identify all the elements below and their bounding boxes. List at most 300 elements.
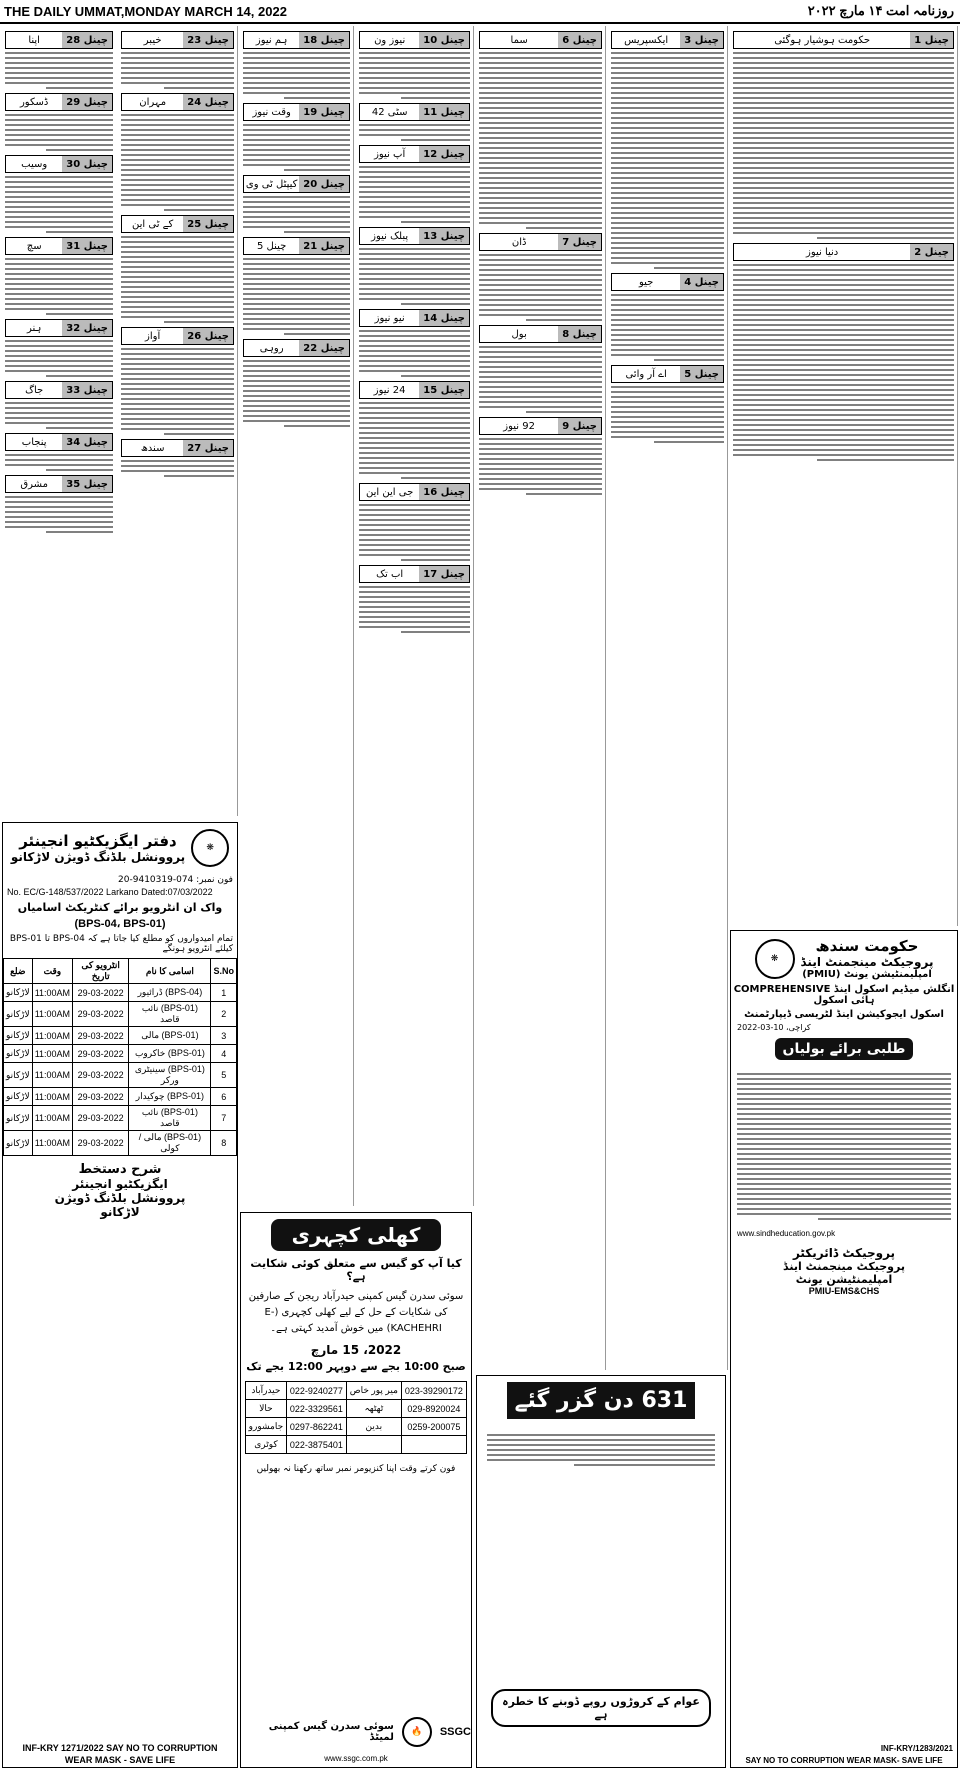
channel-title: جی این این (366, 486, 414, 498)
khuli-kachehri-date: 2022، 15 مارچ (310, 1343, 402, 1357)
news-item-header (611, 31, 724, 49)
news-item (733, 243, 954, 461)
table-cell: 022-9240277 (286, 1382, 346, 1400)
news-item-header (611, 273, 724, 291)
table-cell: 29-03-2022 (73, 1088, 129, 1106)
table-header-cell: S.No (211, 959, 237, 984)
pmiu-sign-4: PMIU-EMS&CHS (808, 1286, 880, 1296)
larkano-sign-3: پروونشل بلڈنگ ڈویژن (54, 1191, 186, 1205)
news-item-header (121, 31, 234, 49)
larkano-subtitle: واک ان انٹرویو برائے کنٹریکٹ اسامیاں (17, 901, 223, 914)
channel-title: ہنر (26, 322, 42, 334)
larkano-interview-table (3, 958, 237, 1156)
table-cell: (BPS-04) ڈرائیور (129, 984, 211, 1002)
news-item (479, 31, 602, 229)
channel-title: ہم نیوز (255, 34, 288, 46)
channel-number: چینل 4 (680, 274, 723, 290)
channel-title: مشرق (20, 478, 48, 490)
table-row (4, 1106, 237, 1131)
news-column (356, 26, 474, 1206)
news-item-body (5, 176, 113, 233)
channel-title: آپ نیوز (374, 148, 406, 160)
channel-title: پبلک نیوز (371, 230, 409, 242)
channel-title: خیبر (143, 34, 162, 46)
larkano-title-2: پروونشل بلڈنگ ڈویژن لاڑکانو (10, 850, 186, 864)
news-item (5, 237, 113, 315)
table-cell: 11:00AM (32, 1131, 72, 1156)
channel-number: چینل 24 (183, 94, 233, 110)
news-item-header (5, 93, 113, 111)
channel-number: چینل 3 (680, 32, 723, 48)
news-column (608, 26, 728, 1370)
news-item-body (733, 52, 954, 239)
channel-number: چینل 9 (558, 418, 601, 434)
table-cell: حالا (246, 1400, 287, 1418)
news-item-body (733, 264, 954, 461)
table-cell: لاڑکانو (4, 1131, 33, 1156)
channel-number: چینل 21 (299, 238, 349, 254)
channel-title: روہی (259, 342, 284, 354)
news-item (243, 175, 350, 233)
channel-title: جیو (638, 276, 654, 288)
news-item-header (243, 103, 350, 121)
news-item-header (5, 237, 113, 255)
news-item-body (479, 52, 602, 229)
table-cell: بدین (346, 1418, 401, 1436)
channel-title: اپنا (28, 34, 40, 46)
news-item-body (359, 402, 470, 479)
channel-title: آواز (145, 330, 161, 342)
news-item (5, 433, 113, 471)
table-cell: (BPS-01) نائب قاصد (129, 1002, 211, 1027)
news-item-header (359, 31, 470, 49)
channel-number: چینل 12 (419, 146, 469, 162)
table-cell: لاڑکانو (4, 1106, 33, 1131)
table-cell: 29-03-2022 (73, 1106, 129, 1131)
news-item-body (5, 258, 113, 315)
channel-title: پنجاب (21, 436, 47, 448)
table-cell (346, 1436, 401, 1454)
channel-title: سچ (26, 240, 42, 252)
channel-number: چینل 13 (419, 228, 469, 244)
news-item-body (5, 52, 113, 89)
channel-title: دنیا نیوز (805, 246, 839, 258)
channel-title: وقت نیوز (252, 106, 291, 118)
channel-title: کیپٹل ٹی وی (245, 178, 298, 190)
pmiu-title-5: اسکول ایجوکیشن اینڈ لٹریسی ڈیپارٹمنٹ (744, 1009, 944, 1020)
table-row (4, 1045, 237, 1063)
table-cell: 022-3875401 (286, 1436, 346, 1454)
table-cell: 11:00AM (32, 1002, 72, 1027)
news-item-body (359, 166, 470, 223)
news-item-body (359, 586, 470, 633)
news-item-header (479, 325, 602, 343)
larkano-sign-4: لاڑکانو (100, 1205, 140, 1219)
masthead (0, 0, 960, 24)
news-item-body (479, 438, 602, 495)
pmiu-title-2: پروجیکٹ مینجمنٹ اینڈ (800, 955, 934, 969)
table-cell: لاڑکانو (4, 1045, 33, 1063)
news-item-body (243, 258, 350, 335)
table-cell: 5 (211, 1063, 237, 1088)
631-days-ad (476, 1375, 726, 1768)
table-cell: 29-03-2022 (73, 984, 129, 1002)
channel-number: چینل 32 (62, 320, 112, 336)
pmiu-website: www.sindheducation.gov.pk (737, 1229, 836, 1238)
table-cell: 0259-200075 (401, 1418, 466, 1436)
channel-title: چینل 5 (256, 240, 287, 252)
news-item (359, 309, 470, 377)
ssgc-website: www.ssgc.com.pk (324, 1754, 388, 1763)
news-item (243, 31, 350, 99)
ssgc-brand: SSGC (439, 1726, 471, 1738)
news-item-header (359, 309, 470, 327)
table-cell: لاڑکانو (4, 984, 33, 1002)
channel-number: چینل 17 (419, 566, 469, 582)
news-item-header (479, 31, 602, 49)
news-item (359, 381, 470, 479)
news-item-body (359, 330, 470, 377)
masthead-urdu-title: روزنامہ امت ۱۴ مارچ ۲۰۲۲ (807, 3, 954, 18)
table-cell: لاڑکانو (4, 1002, 33, 1027)
table-cell: حیدرآباد (246, 1382, 287, 1400)
channel-title: اے آر وائی (625, 368, 667, 380)
table-cell: 29-03-2022 (73, 1045, 129, 1063)
news-item-body (5, 114, 113, 151)
news-item-body (359, 124, 470, 141)
news-item-header (5, 433, 113, 451)
table-row (4, 1131, 237, 1156)
sindh-govt-seal-icon: ❋ (755, 939, 795, 979)
news-item-header (121, 93, 234, 111)
table-header-cell: اسامی کا نام (129, 959, 211, 984)
news-column (118, 26, 238, 816)
news-item-header (359, 103, 470, 121)
news-item-header (733, 31, 954, 49)
pmiu-slogan: SAY NO TO CORRUPTION WEAR MASK- SAVE LIFE (745, 1756, 943, 1765)
table-cell: 29-03-2022 (73, 1063, 129, 1088)
table-cell: 11:00AM (32, 1045, 72, 1063)
masthead-english-title: THE DAILY UMMAT,MONDAY MARCH 14, 2022 (4, 3, 287, 19)
news-item-body (121, 460, 234, 477)
news-item (611, 365, 724, 443)
channel-title: ایکسپریس (624, 34, 669, 46)
news-item-body (359, 504, 470, 561)
pmiu-sign-3: امپلیمنٹیشن یونٹ (795, 1273, 893, 1286)
channel-number: چینل 34 (62, 434, 112, 450)
news-item-body (479, 254, 602, 321)
khuli-kachehri-ad (240, 1212, 472, 1768)
table-row (246, 1436, 467, 1454)
khuli-kachehri-body: سوئی سدرن گیس کمپنی حیدرآباد ریجن کے صارفین کی شکایات کے حل کے لیے کھلی کچہری (E-KACHEHRI) میں خوش آمدید کہتی ہے۔ (248, 1291, 464, 1334)
table-row (246, 1382, 467, 1400)
channel-number: چینل 15 (419, 382, 469, 398)
channel-number: چینل 11 (419, 104, 469, 120)
news-item-body (611, 294, 724, 361)
news-item-header (479, 233, 602, 251)
channel-number: چینل 29 (62, 94, 112, 110)
news-item (359, 565, 470, 633)
table-cell: 29-03-2022 (73, 1027, 129, 1045)
channel-number: چینل 7 (558, 234, 601, 250)
sindh-govt-seal-icon: ❋ (191, 829, 229, 867)
larkano-phone: فون نمبر: 074-9410319-20 (118, 875, 233, 885)
pmiu-banner: طلبی برائے بولیاں (775, 1038, 913, 1060)
news-item-body (121, 236, 234, 323)
larkano-sign-1: شرح دستخط (78, 1162, 162, 1177)
news-item-header (243, 237, 350, 255)
631-days-banner: 631 دن گزر گئے (507, 1382, 695, 1419)
channel-number: چینل 22 (299, 340, 349, 356)
channel-title: حکومت ہوشیار ہوگئی (774, 34, 871, 46)
table-cell: 0297-862241 (286, 1418, 346, 1436)
pmiu-body (731, 1066, 957, 1227)
channel-title: اب تک (376, 568, 404, 580)
channel-title: بول (511, 328, 527, 340)
channel-title: 24 نیوز (373, 384, 406, 396)
ssgc-company-name: سوئی سدرن گیس کمپنی لمیٹڈ (268, 1721, 394, 1743)
larkano-interview-ad (2, 822, 238, 1768)
table-cell: 2 (211, 1002, 237, 1027)
larkano-sign-2: ایگزیکٹیو انجینئر (72, 1177, 168, 1191)
news-item (5, 155, 113, 233)
table-cell: 29-03-2022 (73, 1131, 129, 1156)
news-item (733, 31, 954, 239)
channel-number: چینل 25 (183, 216, 233, 232)
larkano-inf: INF-KRY 1271/2022 SAY NO TO CORRUPTION (22, 1743, 218, 1753)
channel-number: چینل 2 (910, 244, 953, 260)
table-cell: (BPS-01) خاکروب (129, 1045, 211, 1063)
khuli-kachehri-time: صبح 10:00 بجے سے دوپہر 12:00 بجے تک (246, 1360, 466, 1373)
news-item-body (5, 402, 113, 429)
channel-number: چینل 20 (299, 176, 349, 192)
table-cell: 29-03-2022 (73, 1002, 129, 1027)
pmiu-sign-1: پروجیکٹ ڈائریکٹر (792, 1246, 896, 1260)
news-item (359, 103, 470, 141)
news-item-header (121, 439, 234, 457)
news-item-header (121, 215, 234, 233)
news-item (479, 417, 602, 495)
table-cell: لاڑکانو (4, 1027, 33, 1045)
pmiu-sign-2: پروجیکٹ مینجمنٹ اینڈ (783, 1260, 905, 1273)
news-item (243, 339, 350, 427)
table-cell: (BPS-01) مالی (129, 1027, 211, 1045)
table-cell: 3 (211, 1027, 237, 1045)
news-column (476, 26, 606, 1370)
khuli-kachehri-banner: کھلی کچہری (271, 1219, 441, 1251)
table-cell: 11:00AM (32, 1063, 72, 1088)
631-days-footer: عوام کے کروڑوں روپے ڈوبنے کا خطرہ ہے (491, 1689, 711, 1727)
table-cell: لاڑکانو (4, 1063, 33, 1088)
news-item-body (5, 340, 113, 377)
channel-number: چینل 30 (62, 156, 112, 172)
news-column (240, 26, 354, 1206)
news-item (5, 381, 113, 429)
channel-number: چینل 8 (558, 326, 601, 342)
pmiu-title-4: انگلش میڈیم اسکول اینڈ COMPREHENSIVE ہائی اسکول (733, 984, 955, 1006)
news-item (611, 273, 724, 361)
ssgc-flame-icon: 🔥 (402, 1717, 432, 1747)
631-days-body (477, 1425, 725, 1475)
table-cell (401, 1436, 466, 1454)
larkano-slogan: WEAR MASK - SAVE LIFE (64, 1755, 176, 1765)
news-item (479, 233, 602, 321)
table-row (4, 1027, 237, 1045)
channel-title: وسیب (21, 158, 48, 170)
news-item-header (243, 31, 350, 49)
table-cell: 11:00AM (32, 1106, 72, 1131)
channel-number: چینل 31 (62, 238, 112, 254)
news-item (479, 325, 602, 413)
table-cell: 7 (211, 1106, 237, 1131)
table-cell: 4 (211, 1045, 237, 1063)
news-item-body (121, 114, 234, 211)
table-cell: کوٹری (246, 1436, 287, 1454)
news-item-header (359, 565, 470, 583)
news-item (121, 439, 234, 477)
news-item-body (479, 346, 602, 413)
news-item-header (5, 381, 113, 399)
news-item (243, 237, 350, 335)
channel-number: چینل 19 (299, 104, 349, 120)
table-cell: 11:00AM (32, 984, 72, 1002)
news-item-header (5, 475, 113, 493)
news-item-header (5, 31, 113, 49)
channel-number: چینل 28 (62, 32, 112, 48)
news-item-header (243, 339, 350, 357)
table-cell: 1 (211, 984, 237, 1002)
sindh-pmiu-ad (730, 930, 958, 1768)
channel-number: چینل 14 (419, 310, 469, 326)
channel-number: چینل 26 (183, 328, 233, 344)
channel-title: جاگ (25, 384, 44, 396)
table-cell: میر پور خاص (346, 1382, 401, 1400)
news-item (121, 93, 234, 211)
news-item-body (243, 360, 350, 427)
channel-number: چینل 33 (62, 382, 112, 398)
news-item (359, 31, 470, 99)
table-row (246, 1400, 467, 1418)
table-cell: 8 (211, 1131, 237, 1156)
table-cell: ٹھٹھہ (346, 1400, 401, 1418)
news-item (243, 103, 350, 171)
news-item-body (359, 248, 470, 305)
news-item-header (243, 175, 350, 193)
channel-number: چینل 1 (910, 32, 953, 48)
channel-number: چینل 27 (183, 440, 233, 456)
news-item (359, 483, 470, 561)
news-item-header (359, 227, 470, 245)
channel-number: چینل 35 (62, 476, 112, 492)
channel-number: چینل 18 (299, 32, 349, 48)
news-item (5, 31, 113, 89)
channel-number: چینل 5 (680, 366, 723, 382)
news-item (611, 31, 724, 269)
news-item-body (611, 52, 724, 269)
table-row (4, 984, 237, 1002)
news-item-header (5, 155, 113, 173)
table-cell: (BPS-01) سینیٹری ورکر (129, 1063, 211, 1088)
news-item (5, 319, 113, 377)
table-cell: 029-8920024 (401, 1400, 466, 1418)
news-item-header (359, 483, 470, 501)
news-item-header (479, 417, 602, 435)
pmiu-inf: INF-KRY/1283/2021 (880, 1744, 953, 1753)
channel-title: مہران (139, 96, 167, 108)
news-item-body (359, 52, 470, 99)
khuli-kachehri-footer: فون کرتے وقت اپنا کنزیومر نمبر ساتھ رکھنا نہ بھولیں (256, 1464, 456, 1474)
table-cell: 023-39290172 (401, 1382, 466, 1400)
channel-title: 92 نیوز (503, 420, 535, 432)
news-item-header (611, 365, 724, 383)
news-item (359, 145, 470, 223)
table-header-cell: ضلع (4, 959, 33, 984)
news-item-body (611, 386, 724, 443)
channel-title: سما (510, 34, 528, 46)
channel-title: نیوز ون (374, 34, 406, 46)
news-item-header (359, 381, 470, 399)
news-item-header (359, 145, 470, 163)
table-cell: جامشورو (246, 1418, 287, 1436)
news-item (359, 227, 470, 305)
larkano-intro: تمام امیدواروں کو مطلع کیا جاتا ہے کہ BPS-04 تا BPS-01 کیلئے انٹرویو ہونگے (9, 934, 233, 954)
channel-title: نیو نیوز (374, 312, 405, 324)
larkano-reference: No. EC/G-148/537/2022 Larkano Dated:07/03/2022 (7, 887, 213, 897)
larkano-bps: (BPS-04، BPS-01) (74, 918, 166, 930)
channel-number: چینل 23 (183, 32, 233, 48)
table-cell: 6 (211, 1088, 237, 1106)
table-cell: (BPS-01) نائب قاصد (129, 1106, 211, 1131)
news-item-body (243, 196, 350, 233)
table-row (4, 1088, 237, 1106)
news-item-header (121, 327, 234, 345)
channel-number: چینل 10 (419, 32, 469, 48)
news-item-body (5, 496, 113, 533)
news-item-header (5, 319, 113, 337)
khuli-kachehri-phone-table (245, 1381, 467, 1454)
table-row (4, 1002, 237, 1027)
news-item-body (121, 52, 234, 89)
table-cell: (BPS-01) مالی / کولی (129, 1131, 211, 1156)
table-header-cell: انٹرویو کی تاریخ (73, 959, 129, 984)
table-header-cell: وقت (32, 959, 72, 984)
news-item (121, 327, 234, 435)
table-cell: 11:00AM (32, 1027, 72, 1045)
table-row (4, 1063, 237, 1088)
news-item (5, 93, 113, 151)
news-item-body (5, 454, 113, 471)
table-cell: (BPS-01) چوکیدار (129, 1088, 211, 1106)
channel-title: سندھ (140, 442, 165, 454)
pmiu-date: کراچی، 10-03-2022 (737, 1023, 811, 1032)
channel-title: ڈان (511, 236, 527, 248)
news-item (121, 31, 234, 89)
channel-number: چینل 6 (558, 32, 601, 48)
news-item-header (733, 243, 954, 261)
table-cell: 11:00AM (32, 1088, 72, 1106)
channel-title: کے ٹی این (132, 218, 174, 230)
channel-title: ڈسکور (19, 96, 49, 108)
table-cell: 022-3329561 (286, 1400, 346, 1418)
pmiu-title-1: حکومت سندھ (815, 937, 919, 955)
news-item-body (243, 124, 350, 171)
channel-number: چینل 16 (419, 484, 469, 500)
pmiu-title-3: امپلیمنٹیشن یونٹ (PMIU) (802, 969, 932, 980)
news-item-body (243, 52, 350, 99)
larkano-title-1: دفتر ایگزیکٹیو انجینئر (19, 832, 177, 850)
news-column (730, 26, 958, 926)
news-item (5, 475, 113, 533)
